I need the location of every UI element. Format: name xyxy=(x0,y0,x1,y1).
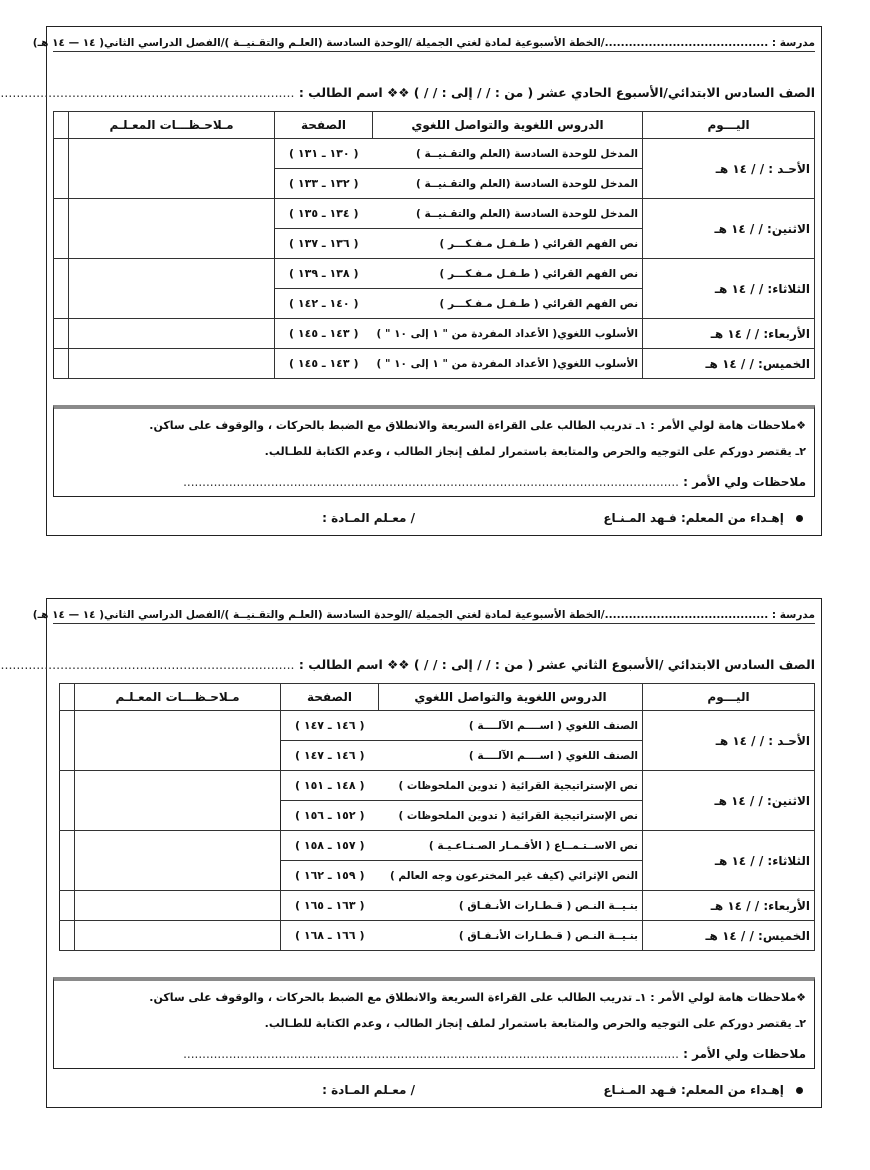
teacher-notes-cell[interactable] xyxy=(69,139,275,199)
table-row xyxy=(60,921,815,951)
table-row xyxy=(54,199,815,229)
guardian-notes-field[interactable]: .................................................................................................................................. xyxy=(183,1047,679,1061)
table-row xyxy=(54,319,815,349)
pages-cell: ( ١٦٣ ـ ١٦٥ ) xyxy=(281,891,379,921)
teacher-notes-cell[interactable] xyxy=(69,259,275,319)
grade-week-text: الصف السادس الابتدائي/الأسبوع الحادي عشر ( من : / / إلى : / / ) ❖❖ اسم الطالب : xyxy=(298,85,815,100)
lesson-cell: نص الفهم القرائي ( طـفـل مـفـكـــر ) xyxy=(373,229,643,259)
bullet-icon xyxy=(796,515,803,522)
table-row xyxy=(60,891,815,921)
pages-cell: ( ١٥٩ ـ ١٦٢ ) xyxy=(281,861,379,891)
sheet-header: مدرسة : ........................................./الخطة الأسبوعية لمادة لغتي الجميلة /الوحدة السادسة (العلـم والتقـنيــة )/الفصل الدراسي الثاني( ١٤ — ١٤ هـ) xyxy=(53,607,815,624)
table-gutter xyxy=(54,349,69,379)
column-header-day: اليـــوم xyxy=(643,684,815,711)
weekly-plan-sheet-1 xyxy=(0,26,822,536)
column-header-pages: الصفحة xyxy=(275,112,373,139)
pages-cell: ( ١٣٤ ـ ١٣٥ ) xyxy=(275,199,373,229)
teacher-notes-cell[interactable] xyxy=(69,319,275,349)
student-name-field[interactable]: .......................................................................... xyxy=(0,657,295,672)
day-cell: الاثنين: / / ١٤ هـ xyxy=(643,771,815,831)
table-gutter xyxy=(60,684,75,711)
table-gutter xyxy=(54,319,69,349)
important-note-1: ❖ملاحظات هامة لولي الأمر : ١ـ تدريب الطالب على القراءة السريعة والانطلاق مع الضبط بالحركات ، والوقوف على ساكن. xyxy=(149,991,806,1004)
lesson-cell: الصنف اللغوي ( اســــم الآلــــة ) xyxy=(379,711,643,741)
day-cell: الثلاثاء: / / ١٤ هـ xyxy=(643,831,815,891)
day-cell: الأحـد : / / ١٤ هـ xyxy=(643,139,815,199)
teacher-notes-cell[interactable] xyxy=(69,349,275,379)
sheet-footer xyxy=(247,1083,803,1101)
important-note-1: ❖ملاحظات هامة لولي الأمر : ١ـ تدريب الطالب على القراءة السريعة والانطلاق مع الضبط بالحركات ، والوقوف على ساكن. xyxy=(149,419,806,432)
pages-cell: ( ١٤٣ ـ ١٤٥ ) xyxy=(275,349,373,379)
lesson-cell: المدخل للوحدة السادسة (العلم والتقـنيــة ) xyxy=(373,139,643,169)
important-note-2: ٢ـ يقتصر دوركم على التوجيه والحرص والمتابعة باستمرار لملف إنجاز الطالب ، وعدم الكتابة للطـالب. xyxy=(264,1017,806,1030)
lesson-cell: النص الإثرائي (كيف غير المخترعون وجه العالم ) xyxy=(379,861,643,891)
important-note-2: ٢ـ يقتصر دوركم على التوجيه والحرص والمتابعة باستمرار لملف إنجاز الطالب ، وعدم الكتابة للطـالب. xyxy=(264,445,806,458)
column-header-pages: الصفحة xyxy=(281,684,379,711)
weekly-plan-sheet-2 xyxy=(0,598,822,1108)
day-cell: الأربعاء: / / ١٤ هـ xyxy=(643,891,815,921)
weekly-plan-table xyxy=(53,111,815,379)
pages-cell: ( ١٣٦ ـ ١٣٧ ) xyxy=(275,229,373,259)
table-header-row xyxy=(60,684,815,711)
table-row xyxy=(60,771,815,801)
guardian-notes-field[interactable]: .................................................................................................................................. xyxy=(183,475,679,489)
pages-cell: ( ١٦٦ ـ ١٦٨ ) xyxy=(281,921,379,951)
lesson-cell: نص الإستراتيجية القرائية ( تدوين الملحوظات ) xyxy=(379,801,643,831)
column-header-day: اليـــوم xyxy=(643,112,815,139)
table-row xyxy=(54,349,815,379)
lesson-cell: نص الفهم القرائي ( طـفـل مـفـكـــر ) xyxy=(373,289,643,319)
pages-cell: ( ١٤٣ ـ ١٤٥ ) xyxy=(275,319,373,349)
day-cell: الأربعاء: / / ١٤ هـ xyxy=(643,319,815,349)
table-row xyxy=(60,831,815,861)
guardian-notes-line xyxy=(76,1047,806,1061)
pages-cell: ( ١٤٦ ـ ١٤٧ ) xyxy=(281,711,379,741)
teacher-gift-text: إهـداء من المعلم: فـهد المـنـاع xyxy=(603,511,784,525)
lesson-cell: الصنف اللغوي ( اســــم الآلــــة ) xyxy=(379,741,643,771)
table-gutter xyxy=(60,771,75,831)
lesson-cell: المدخل للوحدة السادسة (العلم والتقـنيــة ) xyxy=(373,169,643,199)
pages-cell: ( ١٤٠ ـ ١٤٢ ) xyxy=(275,289,373,319)
table-header-row xyxy=(54,112,815,139)
column-header-lessons: الدروس اللغوية والتواصل اللغوي xyxy=(379,684,643,711)
lesson-cell: الأسلوب اللغوي( الأعداد المفردة من " ١ إلى ١٠ " ) xyxy=(373,319,643,349)
pages-cell: ( ١٣٠ ـ ١٣١ ) xyxy=(275,139,373,169)
table-row xyxy=(54,139,815,169)
pages-cell: ( ١٣٢ ـ ١٣٣ ) xyxy=(275,169,373,199)
lesson-cell: الأسلوب اللغوي( الأعداد المفردة من " ١ إلى ١٠ " ) xyxy=(373,349,643,379)
table-gutter xyxy=(60,891,75,921)
table-gutter xyxy=(54,112,69,139)
teacher-notes-cell[interactable] xyxy=(75,891,281,921)
guardian-notes-label: ملاحظات ولي الأمر : xyxy=(683,1047,806,1061)
table-gutter xyxy=(54,139,69,199)
lesson-cell: المدخل للوحدة السادسة (العلم والتقـنيــة ) xyxy=(373,199,643,229)
teacher-gift-text: إهـداء من المعلم: فـهد المـنـاع xyxy=(603,1083,784,1097)
pages-cell: ( ١٥٢ ـ ١٥٦ ) xyxy=(281,801,379,831)
teacher-notes-cell[interactable] xyxy=(75,921,281,951)
pages-cell: ( ١٣٨ ـ ١٣٩ ) xyxy=(275,259,373,289)
day-cell: الخميس: / / ١٤ هـ xyxy=(643,349,815,379)
lesson-cell: بنـيــة النـص ( قـطـارات الأنـفـاق ) xyxy=(379,891,643,921)
table-gutter xyxy=(54,199,69,259)
grade-week-line xyxy=(0,655,815,675)
guardian-notes-box xyxy=(53,977,815,1069)
teacher-notes-cell[interactable] xyxy=(69,199,275,259)
day-cell: الاثنين: / / ١٤ هـ xyxy=(643,199,815,259)
subject-teacher-text: / معـلم المـادة : xyxy=(322,1083,415,1097)
table-gutter xyxy=(60,921,75,951)
column-header-lessons: الدروس اللغوية والتواصل اللغوي xyxy=(373,112,643,139)
weekly-plan-table xyxy=(59,683,815,951)
table-row xyxy=(54,259,815,289)
guardian-notes-label: ملاحظات ولي الأمر : xyxy=(683,475,806,489)
table-gutter xyxy=(54,259,69,319)
lesson-cell: نص الاســتـمــاع ( الأقـمـار الصـنـاعـيـة ) xyxy=(379,831,643,861)
column-header-teacher-notes: مـلاحـظـــات المعـلـم xyxy=(69,112,275,139)
sheet-header: مدرسة : ........................................./الخطة الأسبوعية لمادة لغتي الجميلة /الوحدة السادسة (العلـم والتقـنيــة )/الفصل الدراسي الثاني( ١٤ — ١٤ هـ) xyxy=(53,35,815,52)
teacher-notes-cell[interactable] xyxy=(75,771,281,831)
bullet-icon xyxy=(796,1087,803,1094)
grade-week-line xyxy=(0,83,815,103)
column-header-teacher-notes: مـلاحـظـــات المعـلـم xyxy=(75,684,281,711)
lesson-cell: نص الإستراتيجية القرائية ( تدوين الملحوظات ) xyxy=(379,771,643,801)
day-cell: الأحـد : / / ١٤ هـ xyxy=(643,711,815,771)
guardian-notes-line xyxy=(76,475,806,489)
table-gutter xyxy=(60,831,75,891)
pages-cell: ( ١٥٧ ـ ١٥٨ ) xyxy=(281,831,379,861)
lesson-cell: بنـيــة النـص ( قـطـارات الأنـفـاق ) xyxy=(379,921,643,951)
sheet-footer xyxy=(247,511,803,529)
pages-cell: ( ١٤٦ ـ ١٤٧ ) xyxy=(281,741,379,771)
table-row xyxy=(60,711,815,741)
day-cell: الثلاثاء: / / ١٤ هـ xyxy=(643,259,815,319)
pages-cell: ( ١٤٨ ـ ١٥١ ) xyxy=(281,771,379,801)
day-cell: الخميس: / / ١٤ هـ xyxy=(643,921,815,951)
lesson-cell: نص الفهم القرائي ( طـفـل مـفـكـــر ) xyxy=(373,259,643,289)
subject-teacher-text: / معـلم المـادة : xyxy=(322,511,415,525)
table-gutter xyxy=(60,711,75,771)
teacher-notes-cell[interactable] xyxy=(75,711,281,771)
teacher-notes-cell[interactable] xyxy=(75,831,281,891)
grade-week-text: الصف السادس الابتدائي /الأسبوع الثاني عشر ( من : / / إلى : / / ) ❖❖ اسم الطالب : xyxy=(298,657,815,672)
student-name-field[interactable]: .......................................................................... xyxy=(0,85,295,100)
guardian-notes-box xyxy=(53,405,815,497)
